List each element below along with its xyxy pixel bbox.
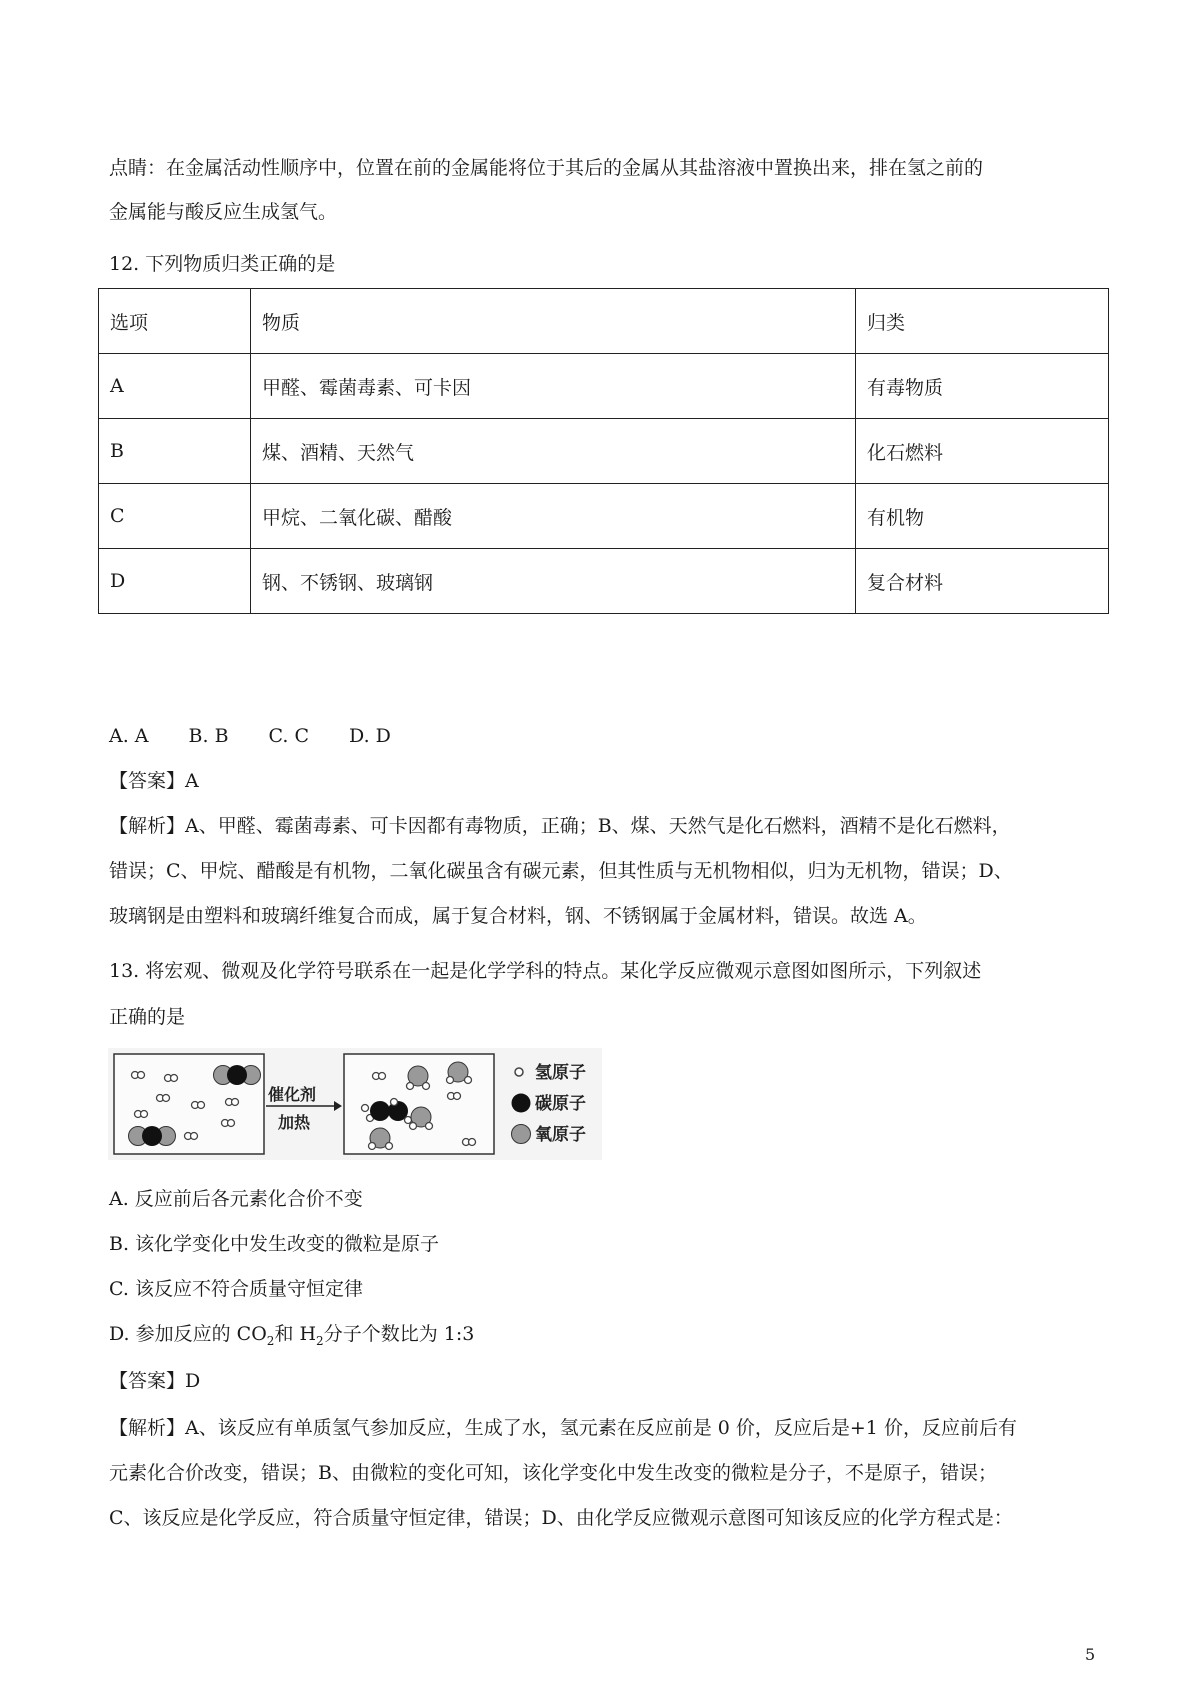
q13-stem-line-2: 正确的是	[109, 1006, 186, 1028]
row-substance: 甲烷、二氧化碳、醋酸	[251, 484, 856, 549]
q12-answer: 【答案】A	[109, 770, 199, 792]
carbon-dioxide-molecule-left	[214, 1065, 261, 1085]
row-category: 复合材料	[856, 549, 1109, 614]
q13-option-c: C. 该反应不符合质量守恒定律	[109, 1278, 363, 1300]
row-category: 有机物	[856, 484, 1109, 549]
q12-stem: 12. 下列物质归类正确的是	[109, 253, 336, 275]
table-row	[99, 549, 1109, 614]
option-b: B. B	[188, 725, 229, 747]
option-d-suffix: 分子个数比为 1:3	[323, 1323, 475, 1345]
row-category: 有毒物质	[856, 354, 1109, 419]
diagram-legend	[512, 1062, 587, 1145]
tip-line-1: 点睛：在金属活动性顺序中，位置在前的金属能将位于其后的金属从其盐溶液中置换出来，排在氢之前的	[109, 157, 984, 179]
header-substance: 物质	[251, 289, 856, 354]
option-c: C. C	[268, 725, 310, 747]
table-row	[99, 419, 1109, 484]
row-substance: 甲醛、霉菌毒素、可卡因	[251, 354, 856, 419]
legend-hydrogen: 氢原子	[535, 1063, 586, 1083]
row-option: B	[99, 419, 251, 484]
q13-option-d	[109, 1320, 474, 1355]
q13-stem-line-1: 13. 将宏观、微观及化学符号联系在一起是化学学科的特点。某化学反应微观示意图如图所示，下列叙述	[109, 960, 982, 982]
q13-analysis-line: 【解析】A、该反应有单质氢气参加反应，生成了水，氢元素在反应前是 0 价，反应后是+1 价，反应前后有	[109, 1417, 1017, 1439]
legend-oxygen: 氧原子	[535, 1125, 586, 1145]
page-number: 5	[1085, 1645, 1096, 1664]
header-category: 归类	[856, 289, 1109, 354]
q13-analysis-line: 元素化合价改变，错误；B、由微粒的变化可知，该化学变化中发生改变的微粒是分子，不是原子，错误；	[109, 1462, 997, 1484]
arrow-condition-heat: 加热	[278, 1113, 311, 1132]
hydrogen-atom-icon	[515, 1068, 523, 1076]
q12-analysis-line: 玻璃钢是由塑料和玻璃纤维复合而成，属于复合材料，钢、不锈钢属于金属材料，错误。故选 A。	[109, 905, 927, 927]
q12-analysis-line: 错误；C、甲烷、醋酸是有机物，二氧化碳虽含有碳元素，但其性质与无机物相似，归为无机物，错误；D、	[109, 860, 1013, 882]
row-substance: 煤、酒精、天然气	[251, 419, 856, 484]
row-option: A	[99, 354, 251, 419]
table-row	[99, 484, 1109, 549]
arrow-condition-catalyst: 催化剂	[268, 1085, 317, 1104]
q13-answer: 【答案】D	[109, 1370, 201, 1392]
reaction-diagram-svg	[108, 1048, 602, 1160]
row-category: 化石燃料	[856, 419, 1109, 484]
row-substance: 钢、不锈钢、玻璃钢	[251, 549, 856, 614]
tip-line-2: 金属能与酸反应生成氢气。	[109, 201, 338, 223]
q12-analysis-line: 【解析】A、甲醛、霉菌毒素、可卡因都有毒物质，正确；B、煤、天然气是化石燃料，酒精不是化石燃料，	[109, 815, 1011, 837]
q13-analysis-line: C、该反应是化学反应，符合质量守恒定律，错误；D、由化学反应微观示意图可知该反应的化学方程式是：	[109, 1507, 1013, 1529]
oxygen-atom-icon	[512, 1125, 531, 1144]
q12-classification-table	[98, 288, 1109, 614]
row-option: D	[99, 549, 251, 614]
h2-subscript: 2	[316, 1333, 324, 1348]
row-option: C	[99, 484, 251, 549]
option-d: D. D	[349, 725, 391, 747]
table-header-row	[99, 289, 1109, 354]
co2-subscript: 2	[266, 1333, 275, 1348]
table-row	[99, 354, 1109, 419]
legend-carbon: 碳原子	[535, 1094, 586, 1114]
carbon-atom-icon	[512, 1094, 531, 1113]
header-option: 选项	[99, 289, 251, 354]
reaction-arrow-head-icon	[334, 1101, 342, 1111]
water-molecule	[407, 1066, 430, 1090]
option-d-mid: 和 H	[274, 1323, 317, 1345]
q13-option-a: A. 反应前后各元素化合价不变	[109, 1188, 363, 1210]
option-a: A. A	[109, 725, 149, 747]
option-d-prefix: D. 参加反应的 CO	[109, 1323, 267, 1345]
q12-options	[109, 722, 391, 750]
reaction-micro-diagram	[108, 1048, 602, 1160]
carbon-dioxide-molecule-left	[129, 1126, 176, 1146]
water-molecule	[410, 1107, 433, 1130]
q13-option-b: B. 该化学变化中发生改变的微粒是原子	[109, 1233, 440, 1255]
